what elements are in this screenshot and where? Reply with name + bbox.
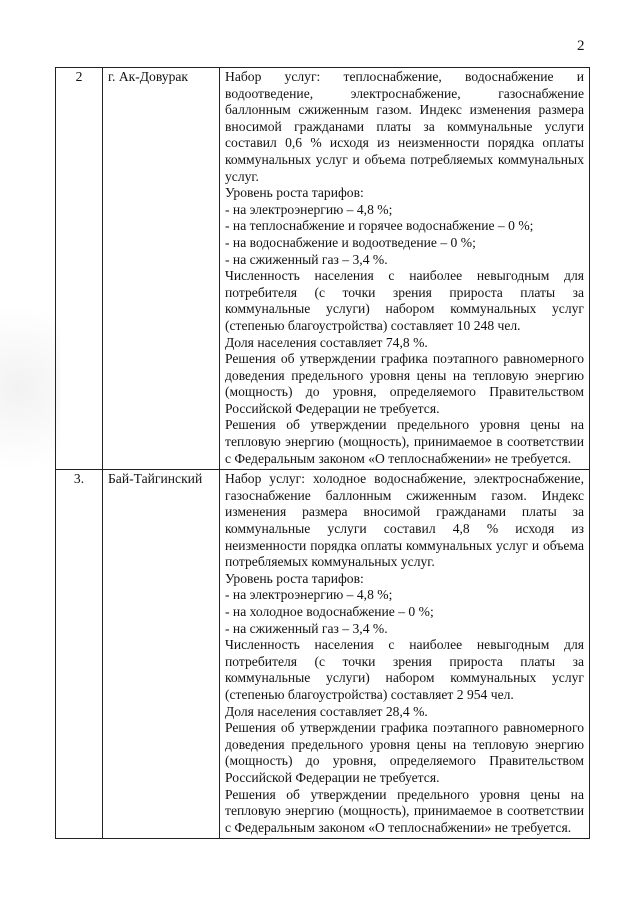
paragraph: - на водоснабжение и водоотведение – 0 %; <box>225 234 476 250</box>
row-number: 3. <box>56 470 103 839</box>
scan-artifact <box>0 300 60 520</box>
paragraph: Доля населения составляет 28,4 %. <box>225 703 428 719</box>
paragraph: Численность населения с наиболее невыгодным для потребителя (с точки зрения прироста платы за коммунальные услуги) набором коммунальных услуг (степенью благоустройства) составляет 10 248 чел. <box>225 268 584 333</box>
paragraph: - на сжиженный газ – 3,4 %. <box>225 620 388 636</box>
paragraph: Уровень роста тарифов: <box>225 185 364 201</box>
district-name: Бай-Тайгинский <box>103 470 220 839</box>
paragraph: Решения об утверждении графика поэтапного равномерного доведения предельного уровня цены на тепловую энергию (мощность) до уровня, определяемого Правительством Российской Федерации не требуется. <box>225 720 584 785</box>
paragraph: Уровень роста тарифов: <box>225 570 364 586</box>
district-name: г. Ак-Довурак <box>103 68 220 470</box>
paragraph: - на теплоснабжение и горячее водоснабжение – 0 %; <box>225 218 534 234</box>
paragraph: Решения об утверждении графика поэтапного равномерного доведения предельного уровня цены на тепловую энергию (мощность) до уровня, определяемого Правительством Российской Федерации не требуется. <box>225 351 584 416</box>
table-row <box>56 470 590 839</box>
row-number: 2 <box>56 68 103 470</box>
paragraph: Набор услуг: холодное водоснабжение, электроснабжение, газоснабжение баллонным сжиженным газом. Индекс изменения размера вносимой гражданами платы за коммунальные услуги составил 4,8 % исходя из неизменности порядка оплаты коммунальных услуг и объема потребляемых коммунальных услуг. <box>225 471 584 570</box>
paragraph: - на сжиженный газ – 3,4 %. <box>225 251 388 267</box>
paragraph: - на электроэнергию – 4,8 %; <box>225 587 393 603</box>
paragraph: - на холодное водоснабжение – 0 %; <box>225 604 434 619</box>
table-row <box>56 68 590 470</box>
page-number: 2 <box>577 38 585 54</box>
tariff-table <box>55 67 590 839</box>
paragraph: Численность населения с наиболее невыгодным для потребителя (с точки зрения прироста платы за коммунальные услуги) набором коммунальных услуг (степенью благоустройства) составляет 2 954 чел. <box>225 637 584 702</box>
paragraph: - на электроэнергию – 4,8 %; <box>225 201 393 217</box>
paragraph: Доля населения составляет 74,8 %. <box>225 334 428 350</box>
row-description <box>220 68 590 470</box>
paragraph: Решения об утверждении предельного уровня цены на тепловую энергию (мощность), принимаемое в соответствии с Федеральным законом «О теплоснабжении» не требуется. <box>225 786 584 835</box>
row-description <box>220 470 590 839</box>
paragraph: Набор услуг: теплоснабжение, водоснабжение и водоотведение, электроснабжение, газоснабжение баллонным сжиженным газом. Индекс изменения размера вносимой гражданами платы за коммунальные услуги составил 0,6 % исходя из неизменности порядка оплаты коммунальных услуг и объема потребляемых коммунальных услуг. <box>225 69 584 184</box>
paragraph: Решения об утверждении предельного уровня цены на тепловую энергию (мощность), принимаемое в соответствии с Федеральным законом «О теплоснабжении» не требуется. <box>225 417 584 466</box>
